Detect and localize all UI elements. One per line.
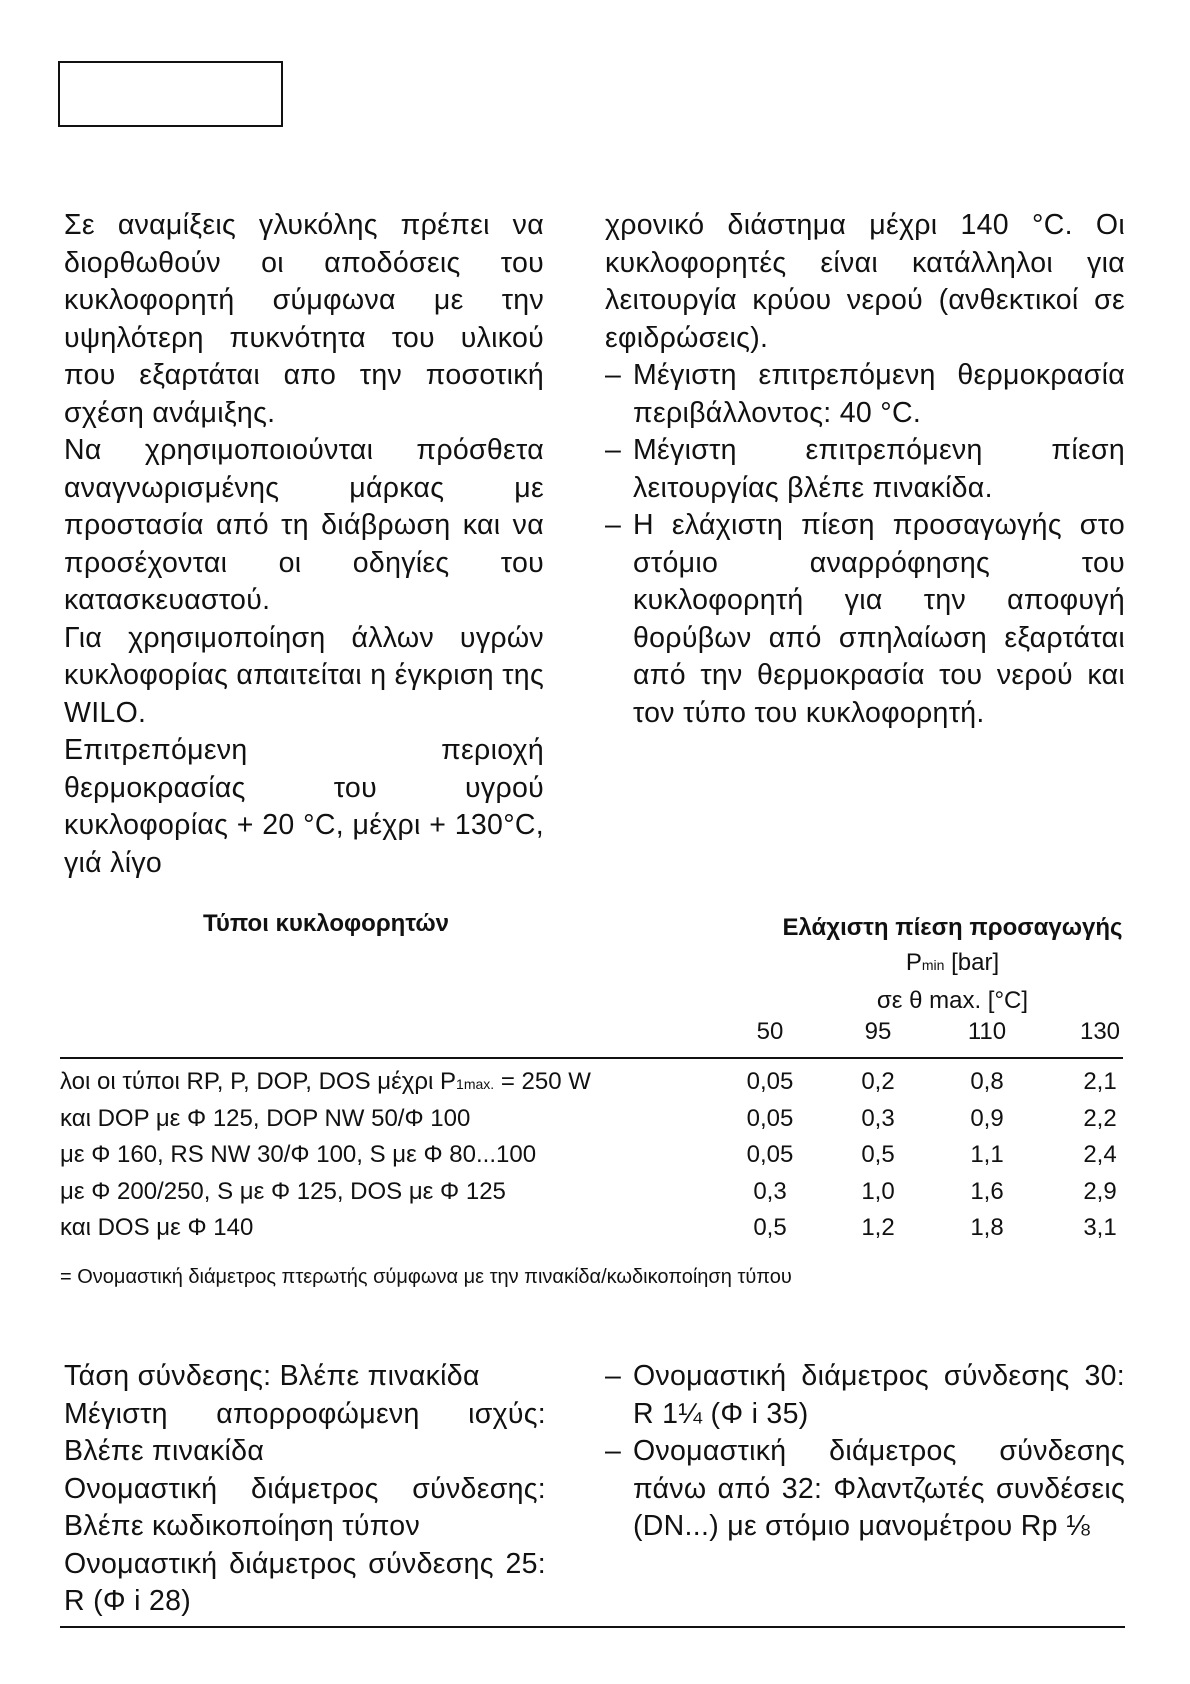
cell-110: 1,1 — [970, 1141, 1004, 1168]
cell-50: 0,5 — [753, 1214, 787, 1241]
temp-110: 110 — [967, 1018, 1007, 1045]
pmin-unit: [bar] — [951, 949, 1000, 976]
table-row — [60, 1068, 1123, 1105]
bullet-min-inlet-pressure — [605, 507, 1125, 732]
header-tag-box — [58, 61, 283, 127]
bottom-right-column — [605, 1358, 1125, 1546]
table-row — [60, 1105, 1123, 1142]
bullet-text: Ονομαστική διάμετρος σύνδεσης 30: R 1¼ (Φ i 35) — [633, 1360, 1125, 1430]
dash-marker: – — [605, 1360, 622, 1392]
paragraph-max-power: Μέγιστη απορροφώμενη ισχύς: Βλέπε πινακίδα — [64, 1397, 546, 1467]
row-type: και DOP με Φ 125, DOP NW 50/Φ 100 — [60, 1104, 471, 1132]
cell-110: 1,8 — [970, 1214, 1004, 1241]
temp-50: 50 — [756, 1018, 784, 1045]
temp-95: 95 — [864, 1018, 892, 1045]
right-text-column — [605, 207, 1125, 732]
table-header-pressure — [720, 910, 1185, 1018]
paragraph-glycol: Σε αναμίξεις γλυκόλης πρέπει να διορθωθούν οι αποδόσεις του κυκλοφορητή σύμφωνα με την υψηλότερη πυκνότητα του υλικού που εξαρτάται απο την ποσοτική σχέση ανάμιξης. — [64, 209, 544, 429]
row-type: λοι οι τύποι RP, P, DOP, DOS μέχρι P1max. = 250 W — [60, 1068, 591, 1095]
cell-50: 0,05 — [746, 1104, 794, 1132]
dash-marker: – — [605, 509, 622, 541]
table-row — [60, 1214, 1123, 1251]
row-type: με Φ 200/250, S με Φ 125, DOS με Φ 125 — [60, 1177, 506, 1205]
page-bottom-rule — [60, 1626, 1125, 1628]
cell-130: 3,1 — [1083, 1214, 1117, 1241]
temp-label: σε θ max. [°C] — [876, 987, 1029, 1014]
cell-110: 1,6 — [970, 1177, 1004, 1205]
dash-marker: – — [605, 434, 622, 466]
paragraph-other-fluids: Για χρησιμοποίηση άλλων υγρών κυκλοφορίας απαιτείται η έγκριση της WILO. — [64, 621, 544, 729]
table-header-types: Τύποι κυκλοφορητών — [203, 910, 449, 937]
cell-95: 0,3 — [861, 1104, 895, 1132]
bullet-text: Ονομαστική διάμετρος σύνδεσης πάνω από 32: Φλαντζωτές συνδέσεις (DN...) με στόμιο μανομέτρου Rp ⅛ — [633, 1435, 1125, 1542]
cell-50: 0,05 — [746, 1068, 794, 1095]
bullet-connection-30 — [605, 1358, 1125, 1433]
bottom-left-column — [64, 1358, 546, 1621]
paragraph-continuation: χρονικό διάστημα μέχρι 140 °C. Οι κυκλοφορητές είναι κατάλληλοι για λειτουργία κρύου νερού (ανθεκτικοί σε εφιδρώσεις). — [605, 209, 1125, 354]
dash-marker: – — [605, 359, 622, 391]
paragraph-temperature-range: Επιτρεπόμενη περιοχή θερμοκρασίας του υγρού κυκλοφορίας + 20 °C, μέχρι + 130°C, γιά λίγο — [64, 734, 544, 879]
temp-130: 130 — [1079, 1018, 1121, 1045]
cell-110: 0,8 — [970, 1068, 1004, 1095]
cell-130: 2,2 — [1083, 1104, 1117, 1132]
cell-95: 0,2 — [861, 1068, 895, 1095]
bullet-text: Η ελάχιστη πίεση προσαγωγής στο στόμιο αναρρόφησης του κυκλοφορητή για την αποφυγή θορύβων από σπηλαίωση εξαρτάται από την θερμοκρασία του νερού και τον τύπο του κυκλοφορητή. — [633, 509, 1125, 729]
paragraph-voltage: Τάση σύνδεσης: Βλέπε πινακίδα — [64, 1360, 480, 1392]
cell-130: 2,4 — [1083, 1141, 1117, 1168]
paragraph-additives: Να χρησιμοποιούνται πρόσθετα αναγνωρισμένης μάρκας με προστασία από τη διάβρωση και να προσέχονται οι οδηγίες του κατασκευαστού. — [64, 434, 544, 616]
bullet-connection-above-32 — [605, 1433, 1125, 1546]
paragraph-connection-25: Ονομαστική διάμετρος σύνδεσης 25: R (Φ i 28) — [64, 1547, 546, 1617]
paragraph-connection-diameter: Ονομαστική διάμετρος σύνδεσης: Βλέπε κωδικοποίηση τύπον — [64, 1472, 546, 1542]
pressure-header-title: Ελάχιστη πίεση προσαγωγής — [782, 914, 1123, 941]
cell-110: 0,9 — [970, 1104, 1004, 1132]
pmin-subscript: min — [921, 957, 945, 973]
table-header-rule — [60, 1057, 1123, 1059]
table-footnote: = Ονομαστική διάμετρος πτερωτής σύμφωνα με την πινακίδα/κωδικοποίηση τύπου — [60, 1266, 792, 1288]
row-type: και DOS με Φ 140 — [60, 1214, 254, 1241]
cell-95: 0,5 — [861, 1141, 895, 1168]
bullet-text: Μέγιστη επιτρεπόμενη πίεση λειτουργίας βλέπε πινακίδα. — [633, 434, 1125, 504]
cell-95: 1,0 — [861, 1177, 895, 1205]
temperature-header-row — [710, 1018, 1185, 1050]
dash-marker: – — [605, 1435, 622, 1467]
bullet-text: Μέγιστη επιτρεπόμενη θερμοκρασία περιβάλλοντος: 40 °C. — [633, 359, 1125, 429]
table-row — [60, 1178, 1123, 1215]
pmin-label — [720, 945, 1185, 983]
table-body — [60, 1068, 1123, 1251]
cell-130: 2,9 — [1083, 1177, 1117, 1205]
cell-50: 0,05 — [746, 1141, 794, 1168]
row-type: με Φ 160, RS NW 30/Φ 100, S με Φ 80...100 — [60, 1141, 537, 1168]
pmin-symbol: P — [905, 949, 922, 976]
bullet-max-pressure — [605, 432, 1125, 507]
left-text-column — [64, 207, 544, 882]
bullet-ambient-temp — [605, 357, 1125, 432]
table-row — [60, 1141, 1123, 1178]
cell-130: 2,1 — [1083, 1068, 1117, 1095]
cell-50: 0,3 — [753, 1177, 787, 1205]
cell-95: 1,2 — [861, 1214, 895, 1241]
